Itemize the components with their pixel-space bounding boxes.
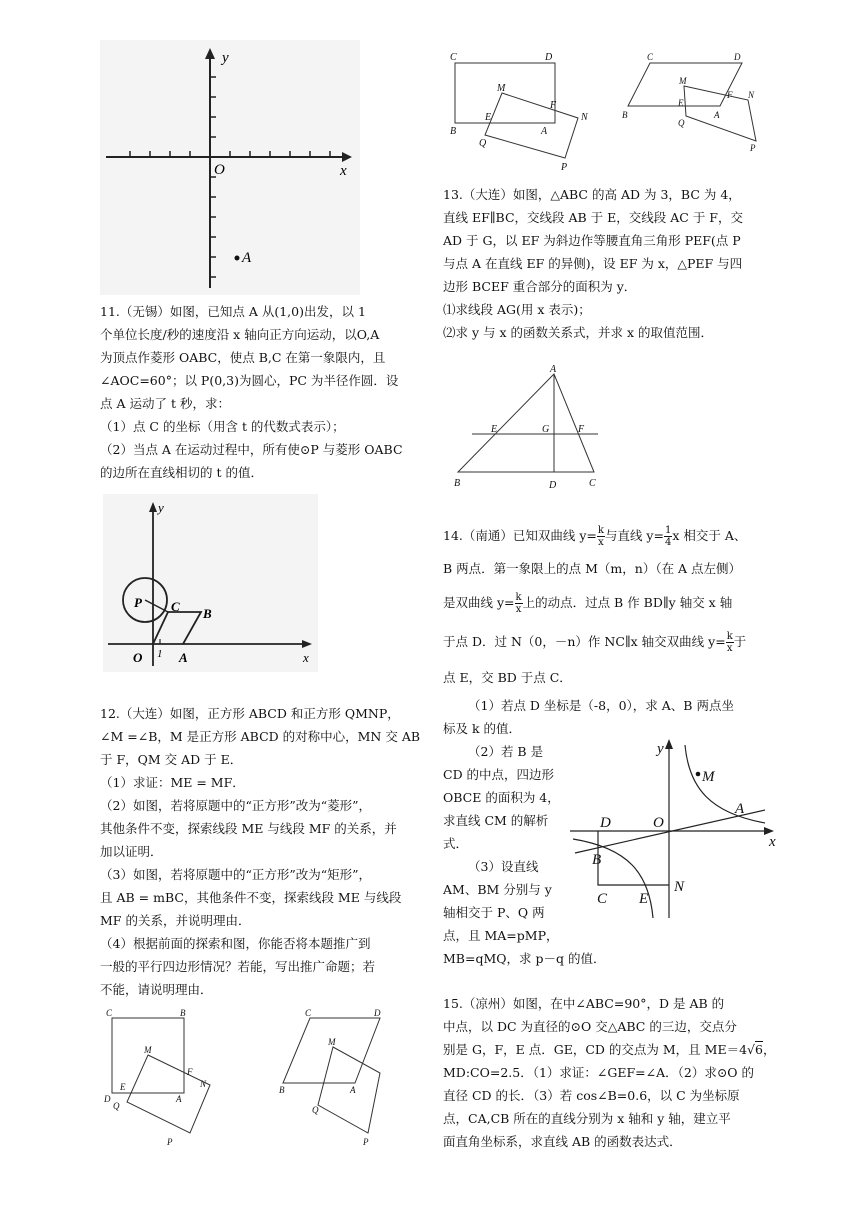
q14-line: 点，且 MA=pMP， (443, 928, 559, 943)
q11-line: （2）当点 A 在运动过程中，所有使⊙P 与菱形 OABC (100, 442, 403, 457)
label-a: A (735, 801, 745, 817)
label-x: x (340, 163, 347, 179)
q15-line: 面直角坐标系，求直线 AB 的函数表达式． (443, 1134, 682, 1149)
label-b: B (279, 1085, 285, 1095)
label-a: A (179, 650, 188, 665)
label-q: Q (312, 1105, 319, 1115)
figure-coordinate-point-a (100, 40, 360, 295)
q12-line: （4）根据前面的探索和图，你能否将本题推广到 (100, 936, 371, 951)
label-n: N (581, 112, 588, 123)
label-p: P (750, 143, 756, 153)
q13-line: ⑴求线段 AG(用 x 表示)； (443, 302, 591, 317)
q14-line: （2）若 B 是 (468, 744, 544, 759)
q14-text: 于 (733, 634, 747, 649)
label-c: C (647, 52, 654, 62)
label-d: D (734, 52, 741, 62)
q14-line-4 (443, 622, 773, 662)
q12-line: 加以证明． (100, 844, 163, 859)
label-o: O (214, 162, 225, 178)
label-n: N (200, 1079, 207, 1089)
label-o: O (133, 650, 143, 665)
q12-line: 12.（大连）如图，正方形 ABCD 和正方形 QMNP， (100, 706, 400, 721)
question-12 (100, 702, 430, 1001)
q13-line: 直线 EF∥BC，交线段 AB 于 E，交线段 AC 于 F，交 (443, 210, 743, 225)
label-d: D (549, 480, 557, 491)
q11-line: ∠AOC=60°；以 P(0,3)为圆心，PC 为半径作圆．设 (100, 373, 399, 388)
figure-12-parallelogram (620, 48, 770, 158)
figure-lines (283, 1018, 380, 1133)
label-p: P (167, 1137, 173, 1147)
label-o: O (653, 815, 664, 831)
figure-labels (103, 1008, 207, 1147)
q14-text: 与直线 y= (604, 528, 664, 543)
q14-line: （3）设直线 (468, 859, 539, 874)
y-axis-arrow (665, 739, 673, 749)
q13-line: 与点 A 在直线 EF 的异侧)，设 EF 为 x，△PEF 与四 (443, 256, 743, 271)
sqrt-argument: 6 (755, 1042, 763, 1057)
q13-line: ⑵求 y 与 x 的函数关系式，并求 x 的取值范围． (443, 325, 714, 340)
q12-line: ∠M =∠B，M 是正方形 ABCD 的对称中心，MN 交 AB (100, 729, 421, 744)
label-m: M (702, 769, 715, 785)
figure-background (103, 494, 318, 672)
q14-line: MB=qMQ，求 p－q 的值． (443, 951, 606, 966)
label-c: C (589, 478, 596, 489)
label-m: M (497, 83, 506, 94)
q11-line: 11.（无锡）如图，已知点 A 从(1,0)出发，以 1 (100, 304, 366, 319)
q14-text: x 相交于 A、 (672, 528, 747, 543)
figure-labels (279, 1008, 381, 1147)
label-f: F (578, 424, 585, 435)
label-a: A (714, 110, 720, 120)
sqrt-symbol: √ (747, 1042, 755, 1057)
label-b: B (450, 126, 457, 137)
q14-line: CD 的中点，四边形 (443, 767, 555, 782)
label-p: P (561, 162, 568, 173)
label-n: N (748, 90, 755, 100)
fraction-k-over-x (515, 592, 523, 615)
label-q: Q (113, 1101, 120, 1111)
label-c: C (305, 1008, 312, 1018)
figure-12-rectangle (445, 48, 610, 173)
q15-line: 15.（凉州）如图，在中∠ABC=90°，D 是 AB 的 (443, 996, 725, 1011)
frac-den: x (726, 643, 733, 654)
q14-line-3 (443, 584, 773, 622)
q11-line: 的边所在直线相切的 t 的值． (100, 465, 263, 480)
figure-lines (458, 374, 598, 472)
q12-line: （2）如图，若将原题中的“正方形”改为“菱形”， (100, 798, 372, 813)
label-y: y (158, 500, 164, 515)
label-b: B (622, 110, 628, 120)
q15-line: 直径 CD 的长．（3）若 cos∠B=0.6，以 C 为坐标原 (443, 1088, 740, 1103)
q15-line-3 (443, 1038, 783, 1061)
q12-line: （3）如图，若将原题中的“正方形”改为“矩形”， (100, 867, 372, 882)
point-m (696, 772, 701, 777)
q13-line: AD 于 G，以 EF 为斜边作等腰直角三角形 PEF(点 P (443, 233, 741, 248)
figure-labels (450, 52, 589, 173)
q14-line: 求直线 CM 的解析 (443, 813, 549, 828)
label-d: D (104, 1094, 111, 1104)
figure-11-rhombus-circle (103, 494, 318, 672)
q12-line: 且 AB = mBC，其他条件不变，探索线段 ME 与线段 (100, 890, 402, 905)
q11-line: 点 A 运动了 t 秒，求： (100, 396, 230, 411)
fraction-k-over-x (597, 525, 605, 548)
label-a: A (350, 1085, 356, 1095)
q14-line: （1）若点 D 坐标是（-8，0），求 A、B 两点坐 (468, 698, 734, 713)
q15-line: 中点，以 DC 为直径的⊙O 交△ABC 的三边，交点分 (443, 1019, 737, 1034)
q12-line: MF 的关系，并说明理由． (100, 913, 251, 928)
label-d: D (374, 1008, 381, 1018)
question-11 (100, 300, 430, 484)
label-c: C (450, 52, 457, 63)
label-a: A (550, 364, 557, 375)
label-e: E (639, 891, 649, 907)
q14-line: 标及 k 的值． (443, 721, 522, 736)
label-n: N (674, 879, 685, 895)
figure-13-triangle (450, 362, 610, 492)
label-c: C (106, 1008, 113, 1018)
q14-text: 14.（南通）已知双曲线 y= (443, 528, 597, 543)
q12-line: 一般的平行四边形情况？若能，写出推广命题；若 (100, 959, 376, 974)
label-b: B (592, 852, 602, 868)
label-a: A (242, 250, 252, 266)
label-b: B (180, 1008, 186, 1018)
q14-line: 点 E，交 BD 于点 C． (443, 670, 572, 685)
label-x: x (769, 834, 776, 850)
q12-line: 于 F，QM 交 AD 于 E． (100, 752, 243, 767)
label-f: F (550, 100, 557, 111)
label-b: B (454, 478, 461, 489)
label-y: y (222, 50, 229, 66)
q15-line: MD:CO=2.5．（1）求证：∠GEF=∠A．（2）求⊙O 的 (443, 1065, 755, 1080)
label-e: E (485, 112, 492, 123)
q13-line: 13.（大连）如图，△ABC 的高 AD 为 3，BC 为 4， (443, 187, 741, 202)
question-13 (443, 183, 773, 344)
figure-14-hyperbola (565, 733, 780, 923)
label-g: G (542, 424, 550, 435)
label-f: F (727, 90, 733, 100)
q12-line: （1）求证：ME = MF． (100, 775, 245, 790)
q14-line-1 (443, 518, 773, 554)
label-e: E (491, 424, 498, 435)
q14-line: OBCE 的面积为 4， (443, 790, 560, 805)
point-a (235, 256, 240, 261)
q11-line: 为顶点作菱形 OABC，使点 B,C 在第一象限内，且 (100, 350, 386, 365)
label-a: A (176, 1094, 182, 1104)
question-15 (443, 992, 783, 1153)
frac-den: x (515, 604, 522, 615)
q11-line: 个单位长度/秒的速度沿 x 轴向正方向运动，以O,A (100, 327, 380, 342)
q14-line: B 两点．第一象限上的点 M（m，n）（在 A 点左侧） (443, 561, 742, 576)
label-p: P (363, 1137, 369, 1147)
label-d: D (545, 52, 553, 63)
label-c: C (171, 599, 180, 614)
label-c: C (597, 891, 608, 907)
label-e: E (120, 1082, 126, 1092)
label-m: M (679, 76, 687, 86)
q13-line: 边形 BCEF 重合部分的面积为 y． (443, 279, 637, 294)
label-q: Q (479, 138, 487, 149)
figure-background (100, 40, 360, 295)
frac-den: x (598, 537, 604, 548)
figure-labels (592, 741, 776, 907)
frac-den: 4 (664, 537, 672, 548)
figure-labels (622, 52, 756, 153)
label-b: B (203, 606, 212, 621)
frac-num: 1 (664, 525, 672, 536)
label-one: 1 (157, 648, 163, 660)
frac-num: k (597, 525, 604, 536)
label-y: y (657, 741, 664, 757)
q14-text: 是双曲线 y= (443, 595, 515, 610)
figure-lines (628, 63, 756, 141)
label-x: x (303, 650, 309, 665)
q14-text: 于点 D．过 N（0，－n）作 NC∥x 轴交双曲线 y= (443, 634, 726, 649)
q14-line: AM、BM 分别与 y (443, 882, 552, 897)
figure-12-square (100, 1005, 230, 1155)
figure-lines (112, 1018, 210, 1133)
label-m: M (328, 1037, 336, 1047)
label-a: A (541, 126, 548, 137)
label-m: M (144, 1045, 152, 1055)
q15-line: 点，CA,CB 所在的直线分别为 x 轴和 y 轴，建立平 (443, 1111, 731, 1126)
figure-12-rhombus (275, 1005, 405, 1155)
figure-lines (455, 63, 578, 158)
q14-line: 式． (443, 836, 469, 851)
label-e: E (678, 98, 684, 108)
fraction-k-over-x (726, 631, 734, 654)
label-d: D (600, 815, 611, 831)
q12-line: 其他条件不变，探索线段 ME 与线段 MF 的关系，并 (100, 821, 397, 836)
q11-line: （1）点 C 的坐标（用含 t 的代数式表示）； (100, 419, 345, 434)
frac-num: k (726, 631, 733, 642)
label-f: F (187, 1067, 193, 1077)
label-p: P (134, 595, 142, 610)
q15-text: ， (762, 1042, 776, 1057)
frac-num: k (515, 592, 522, 603)
q14-line: 轴相交于 P、Q 两 (443, 905, 545, 920)
q15-text: 别是 G，F，E 点．GE，CD 的交点为 M，且 ME＝4 (443, 1042, 748, 1057)
q14-text: 上的动点．过点 B 作 BD∥y 轴交 x 轴 (522, 595, 733, 610)
q12-line: 不能，请说明理由． (100, 982, 213, 997)
label-q: Q (678, 118, 685, 128)
